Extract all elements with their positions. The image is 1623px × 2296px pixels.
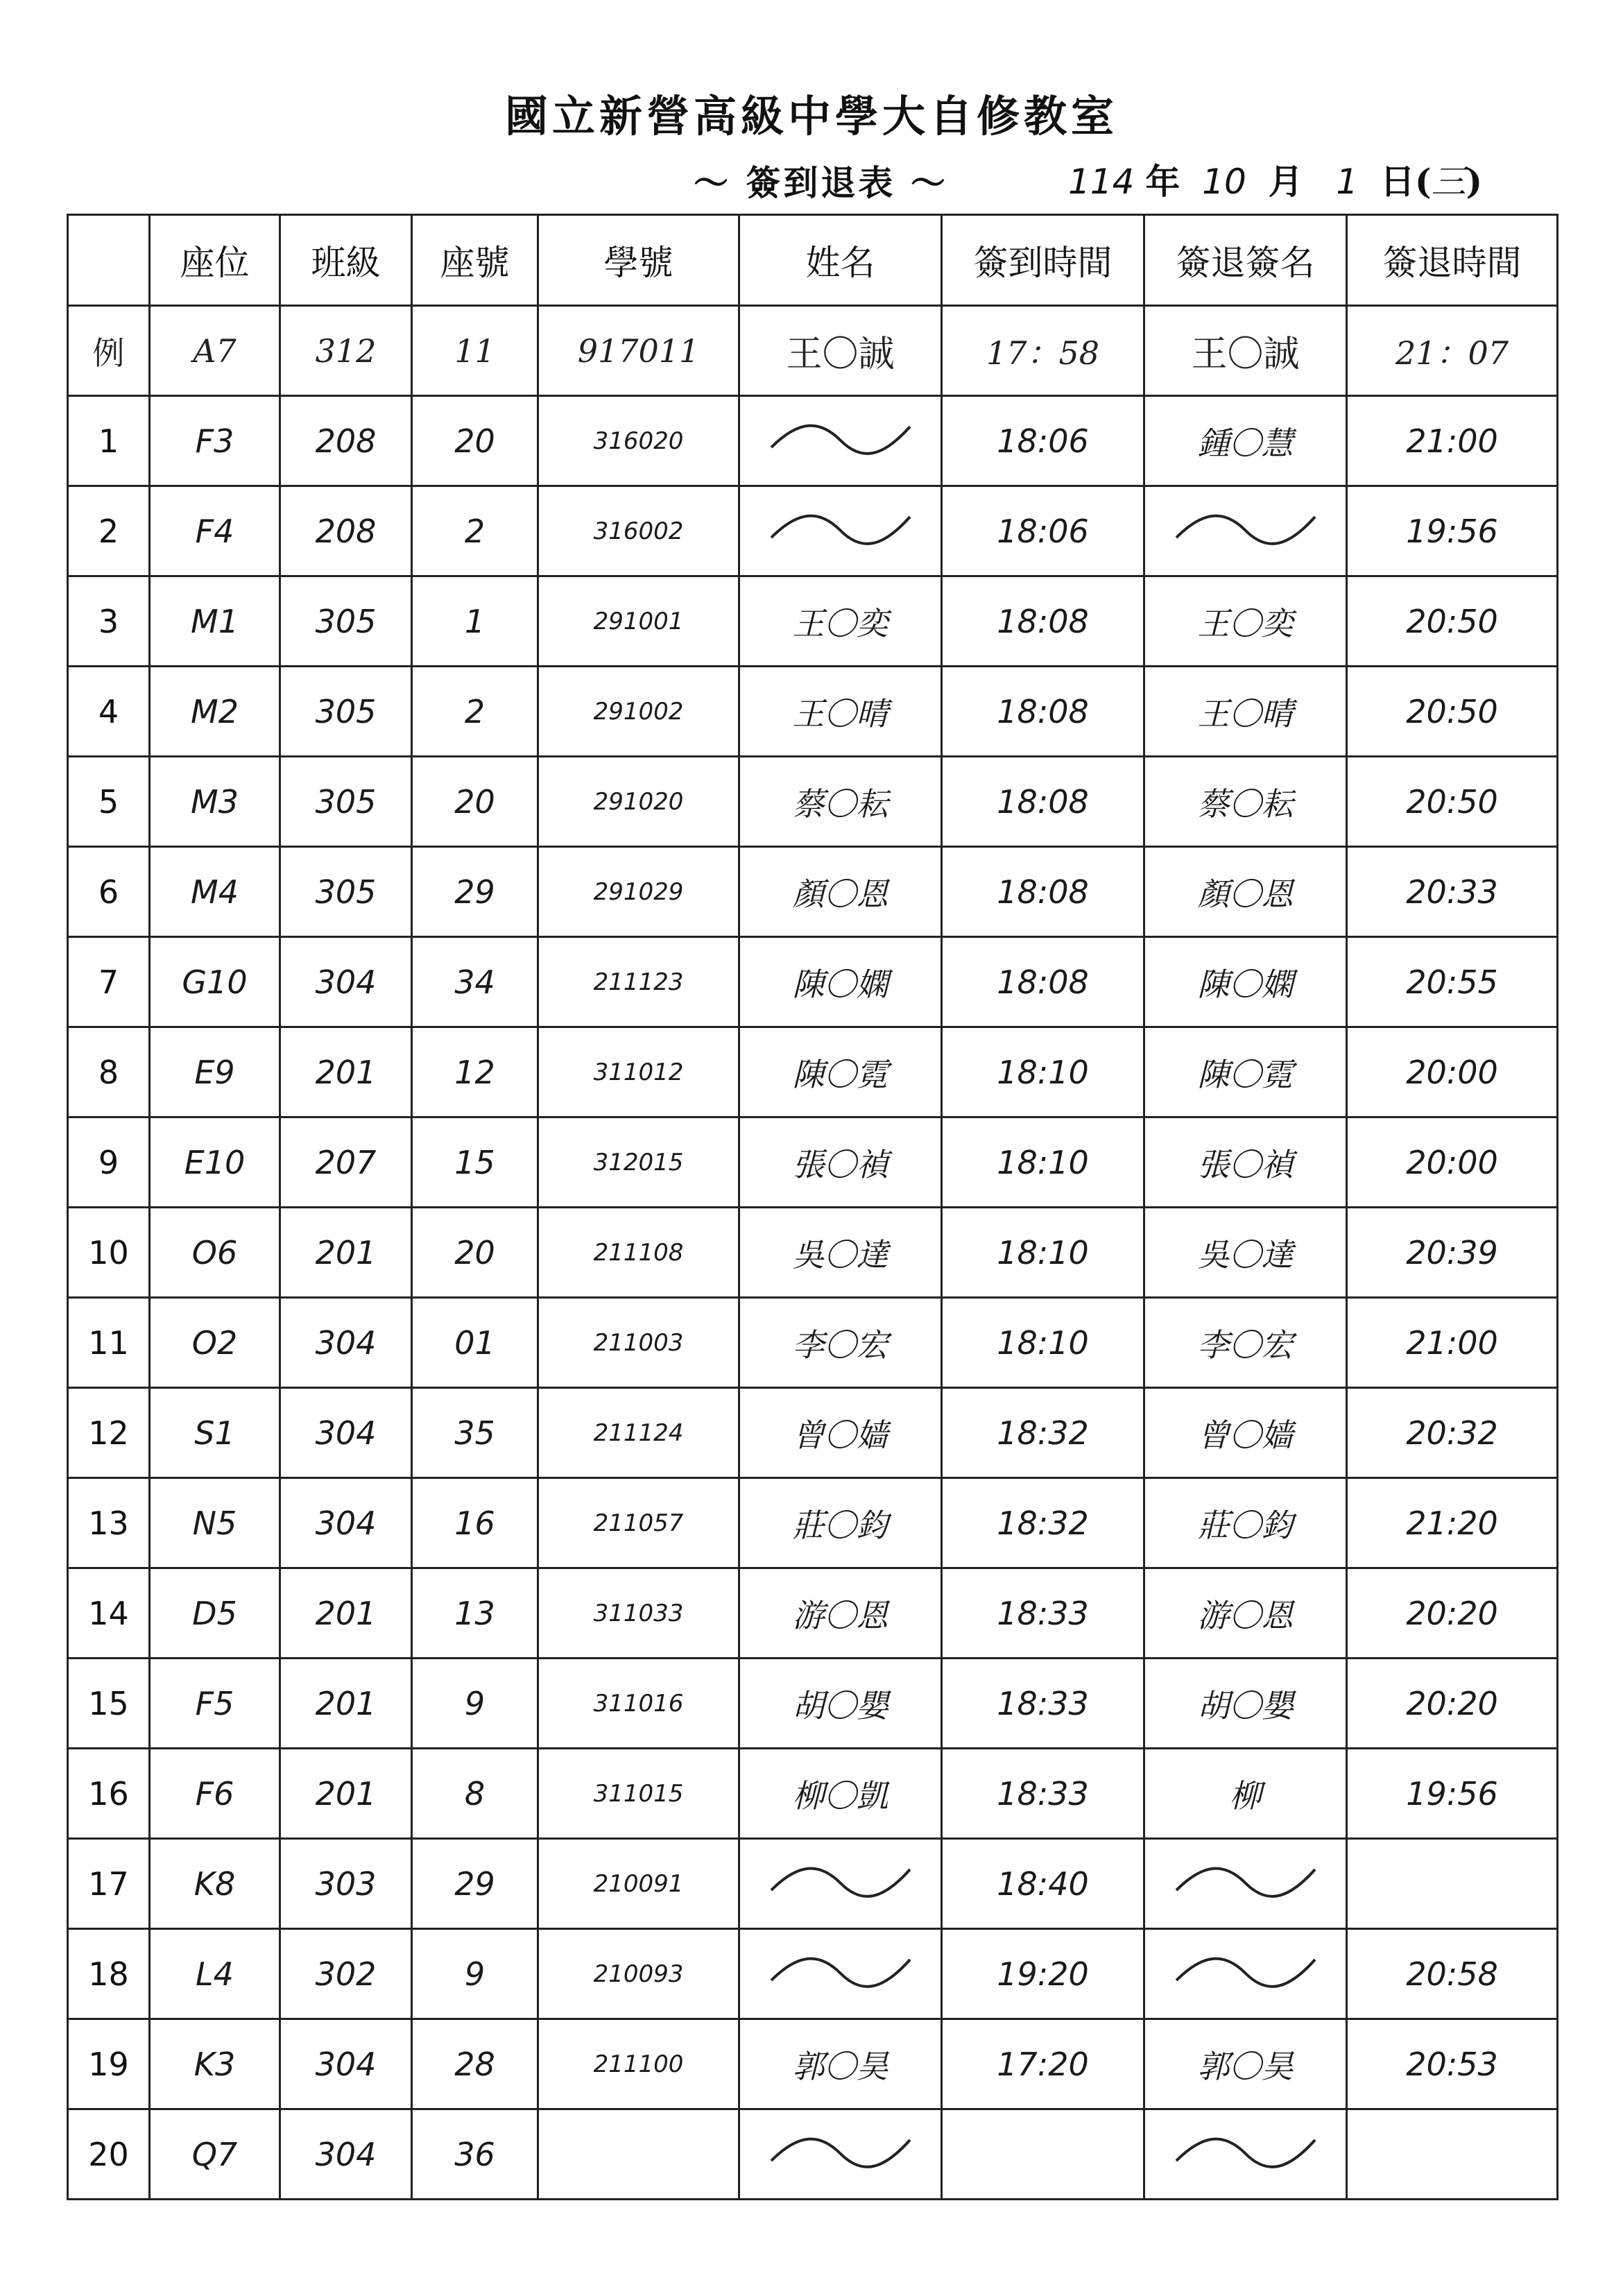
cell-seat: Q7 <box>150 2109 280 2200</box>
table-row <box>68 486 1558 576</box>
handwritten-scribble <box>1169 499 1322 555</box>
cell-sign-in: 18:33 <box>942 1568 1144 1659</box>
cell-class: 303 <box>280 1839 412 1929</box>
handwritten-scribble <box>1169 2123 1322 2178</box>
cell-sign-in: 18:40 <box>942 1839 1144 1929</box>
cell-student-id: 311016 <box>538 1659 739 1749</box>
cell-class: 201 <box>280 1208 412 1298</box>
cell-class: 305 <box>280 576 412 667</box>
cell-student-id: 291029 <box>538 847 739 937</box>
cell-sign-out-name: 莊〇鈞 <box>1144 1478 1347 1568</box>
cell-sign-in: 18:08 <box>942 847 1144 937</box>
cell-number: 29 <box>412 847 538 937</box>
cell-number: 36 <box>412 2109 538 2200</box>
cell-seat: F5 <box>150 1659 280 1749</box>
table-row <box>68 396 1558 486</box>
row-number: 6 <box>68 847 150 937</box>
cell-student-id: 291020 <box>538 757 739 847</box>
handwritten-scribble <box>764 499 917 555</box>
cell-student-id: 291002 <box>538 667 739 757</box>
table-row <box>68 2019 1558 2109</box>
cell-sign-out: 20:55 <box>1347 937 1558 1027</box>
cell-class: 201 <box>280 1027 412 1117</box>
cell-name: 張〇禎 <box>739 1117 942 1208</box>
cell-number: 9 <box>412 1659 538 1749</box>
table-row <box>68 1568 1558 1659</box>
cell-name: 蔡〇耘 <box>739 757 942 847</box>
cell-number: 29 <box>412 1839 538 1929</box>
cell-name: 陳〇霓 <box>739 1027 942 1117</box>
table-row <box>68 937 1558 1027</box>
cell-sign-out-name: 王〇晴 <box>1144 667 1347 757</box>
row-number: 11 <box>68 1298 150 1388</box>
cell-student-id: 211108 <box>538 1208 739 1298</box>
cell-number: 20 <box>412 757 538 847</box>
cell-sign-out: 21:00 <box>1347 396 1558 486</box>
sheet-subtitle: ～ 簽到退表 ～ <box>694 162 948 203</box>
cell-student-id: 210093 <box>538 1929 739 2019</box>
header-row <box>68 215 1558 306</box>
cell-sign-out-name: 陳〇霓 <box>1144 1027 1347 1117</box>
cell-sign-in: 18:10 <box>942 1027 1144 1117</box>
cell-sign-out: 20:39 <box>1347 1208 1558 1298</box>
cell-seat: E10 <box>150 1117 280 1208</box>
cell-name: 王〇奕 <box>739 576 942 667</box>
row-number: 5 <box>68 757 150 847</box>
row-number: 10 <box>68 1208 150 1298</box>
cell-student-id: 311015 <box>538 1749 739 1839</box>
cell-sign-in: 18:10 <box>942 1117 1144 1208</box>
cell-name: 曾〇嫱 <box>739 1388 942 1478</box>
row-number: 9 <box>68 1117 150 1208</box>
row-number: 8 <box>68 1027 150 1117</box>
table-row <box>68 1929 1558 2019</box>
cell-name: 胡〇嬰 <box>739 1659 942 1749</box>
date-weekday: 三 <box>1431 162 1466 202</box>
cell-class: 201 <box>280 1749 412 1839</box>
cell-sign-out: 20:50 <box>1347 757 1558 847</box>
table-row <box>68 1839 1558 1929</box>
cell-sign-out-name: 王〇奕 <box>1144 576 1347 667</box>
handwritten-scribble <box>1169 1942 1322 1998</box>
cell-sign-out <box>1347 1839 1558 1929</box>
cell-class: 304 <box>280 1388 412 1478</box>
cell-class: 305 <box>280 667 412 757</box>
date-year: 114 <box>1068 162 1135 202</box>
cell-number: 1 <box>412 576 538 667</box>
cell-sign-in: 18:08 <box>942 667 1144 757</box>
row-number: 4 <box>68 667 150 757</box>
date-month: 10 <box>1202 162 1246 202</box>
sheet-title: 國立新營高級中學大自修教室 <box>504 91 1118 142</box>
table-row <box>68 1659 1558 1749</box>
cell-class: 304 <box>280 1478 412 1568</box>
cell-number: 8 <box>412 1749 538 1839</box>
cell-seat: M3 <box>150 757 280 847</box>
cell-number: 01 <box>412 1298 538 1388</box>
row-number: 15 <box>68 1659 150 1749</box>
cell-sign-out-name: 顏〇恩 <box>1144 847 1347 937</box>
cell-name <box>739 2109 942 2200</box>
example-row <box>68 306 1558 396</box>
cell-name: 莊〇鈞 <box>739 1478 942 1568</box>
handwritten-scribble <box>764 1852 917 1908</box>
cell-sign-out-name <box>1144 1929 1347 2019</box>
cell-seat: O6 <box>150 1208 280 1298</box>
date-year-label: 年 <box>1145 161 1180 202</box>
cell-sign-out-name: 游〇恩 <box>1144 1568 1347 1659</box>
sheet-date <box>1068 154 1482 204</box>
handwritten-scribble <box>764 1942 917 1998</box>
row-number: 2 <box>68 486 150 576</box>
cell-sign-out: 20:20 <box>1347 1659 1558 1749</box>
cell-sign-in <box>942 2109 1144 2200</box>
cell-seat: F4 <box>150 486 280 576</box>
cell-sign-in: 18:32 <box>942 1388 1144 1478</box>
cell-class: 207 <box>280 1117 412 1208</box>
cell-seat: L4 <box>150 1929 280 2019</box>
example-sign-out-name: 王〇誠 <box>1144 306 1347 396</box>
cell-class: 302 <box>280 1929 412 2019</box>
cell-student-id: 291001 <box>538 576 739 667</box>
cell-student-id <box>538 2109 739 2200</box>
cell-sign-out-name: 鍾〇慧 <box>1144 396 1347 486</box>
cell-sign-out-name: 胡〇嬰 <box>1144 1659 1347 1749</box>
cell-sign-in: 19:20 <box>942 1929 1144 2019</box>
row-number: 12 <box>68 1388 150 1478</box>
cell-sign-out: 20:00 <box>1347 1027 1558 1117</box>
example-sign-out: 21：07 <box>1347 306 1558 396</box>
cell-class: 201 <box>280 1568 412 1659</box>
cell-name: 李〇宏 <box>739 1298 942 1388</box>
cell-sign-in: 18:08 <box>942 576 1144 667</box>
cell-seat: K8 <box>150 1839 280 1929</box>
header-class: 班級 <box>280 215 412 306</box>
row-number: 14 <box>68 1568 150 1659</box>
header-sign-out-time: 簽退時間 <box>1347 215 1558 306</box>
cell-student-id: 312015 <box>538 1117 739 1208</box>
cell-sign-out: 20:53 <box>1347 2019 1558 2109</box>
header-name: 姓名 <box>739 215 942 306</box>
cell-name: 王〇晴 <box>739 667 942 757</box>
table-row <box>68 1749 1558 1839</box>
table-row <box>68 1027 1558 1117</box>
cell-number: 2 <box>412 667 538 757</box>
example-class: 312 <box>280 306 412 396</box>
row-number: 20 <box>68 2109 150 2200</box>
table-row <box>68 667 1558 757</box>
cell-sign-out-name: 柳 <box>1144 1749 1347 1839</box>
cell-number: 16 <box>412 1478 538 1568</box>
cell-sign-in: 18:32 <box>942 1478 1144 1568</box>
cell-sign-out: 20:00 <box>1347 1117 1558 1208</box>
cell-name: 柳〇凱 <box>739 1749 942 1839</box>
cell-name: 游〇恩 <box>739 1568 942 1659</box>
cell-number: 12 <box>412 1027 538 1117</box>
cell-number: 20 <box>412 1208 538 1298</box>
cell-name: 顏〇恩 <box>739 847 942 937</box>
header-sign-in-time: 簽到時間 <box>942 215 1144 306</box>
cell-seat: S1 <box>150 1388 280 1478</box>
cell-student-id: 316020 <box>538 396 739 486</box>
cell-student-id: 211057 <box>538 1478 739 1568</box>
cell-class: 305 <box>280 847 412 937</box>
cell-number: 13 <box>412 1568 538 1659</box>
cell-seat: M2 <box>150 667 280 757</box>
cell-number: 35 <box>412 1388 538 1478</box>
cell-sign-out-name: 張〇禎 <box>1144 1117 1347 1208</box>
cell-class: 201 <box>280 1659 412 1749</box>
cell-sign-out-name: 李〇宏 <box>1144 1298 1347 1388</box>
table-row <box>68 576 1558 667</box>
cell-sign-out-name: 曾〇嫱 <box>1144 1388 1347 1478</box>
header-number: 座號 <box>412 215 538 306</box>
table-row <box>68 1298 1558 1388</box>
cell-number: 28 <box>412 2019 538 2109</box>
cell-class: 304 <box>280 1298 412 1388</box>
cell-name: 吳〇達 <box>739 1208 942 1298</box>
table-row <box>68 1478 1558 1568</box>
cell-sign-in: 17:20 <box>942 2019 1144 2109</box>
cell-sign-in: 18:10 <box>942 1298 1144 1388</box>
example-number: 11 <box>412 306 538 396</box>
cell-student-id: 211100 <box>538 2019 739 2109</box>
cell-seat: D5 <box>150 1568 280 1659</box>
header-corner <box>68 215 150 306</box>
cell-sign-out: 20:20 <box>1347 1568 1558 1659</box>
cell-seat: N5 <box>150 1478 280 1568</box>
header-sign-out-name: 簽退簽名 <box>1144 215 1347 306</box>
cell-sign-in: 18:06 <box>942 396 1144 486</box>
cell-student-id: 210091 <box>538 1839 739 1929</box>
cell-class: 208 <box>280 396 412 486</box>
date-weekday-close: ) <box>1466 161 1483 202</box>
cell-student-id: 316002 <box>538 486 739 576</box>
handwritten-scribble <box>764 2123 917 2178</box>
cell-sign-out-name: 蔡〇耘 <box>1144 757 1347 847</box>
cell-sign-out: 19:56 <box>1347 1749 1558 1839</box>
date-day-label: 日 <box>1380 161 1415 202</box>
cell-student-id: 211123 <box>538 937 739 1027</box>
cell-student-id: 311033 <box>538 1568 739 1659</box>
cell-sign-out: 20:50 <box>1347 667 1558 757</box>
cell-seat: G10 <box>150 937 280 1027</box>
row-number: 3 <box>68 576 150 667</box>
cell-number: 2 <box>412 486 538 576</box>
cell-sign-in: 18:08 <box>942 937 1144 1027</box>
cell-seat: K3 <box>150 2019 280 2109</box>
cell-sign-in: 18:06 <box>942 486 1144 576</box>
date-month-label: 月 <box>1268 161 1303 202</box>
cell-sign-out <box>1347 2109 1558 2200</box>
table-row <box>68 1208 1558 1298</box>
date-day: 1 <box>1336 162 1359 202</box>
cell-seat: M4 <box>150 847 280 937</box>
cell-name: 陳〇嫻 <box>739 937 942 1027</box>
cell-student-id: 211003 <box>538 1298 739 1388</box>
table-row <box>68 1117 1558 1208</box>
cell-number: 15 <box>412 1117 538 1208</box>
cell-sign-in: 18:33 <box>942 1659 1144 1749</box>
cell-sign-out-name: 郭〇昊 <box>1144 2019 1347 2109</box>
row-number: 13 <box>68 1478 150 1568</box>
cell-seat: F3 <box>150 396 280 486</box>
example-label: 例 <box>68 306 150 396</box>
row-number: 7 <box>68 937 150 1027</box>
cell-number: 34 <box>412 937 538 1027</box>
cell-sign-out-name: 陳〇嫻 <box>1144 937 1347 1027</box>
cell-sign-in: 18:08 <box>942 757 1144 847</box>
row-number: 1 <box>68 396 150 486</box>
example-name: 王〇誠 <box>739 306 942 396</box>
sign-in-table <box>67 214 1558 2200</box>
cell-class: 208 <box>280 486 412 576</box>
example-student-id: 917011 <box>538 306 739 396</box>
cell-class: 304 <box>280 2109 412 2200</box>
date-weekday-open: ( <box>1414 161 1432 202</box>
table-row <box>68 847 1558 937</box>
cell-sign-in: 18:10 <box>942 1208 1144 1298</box>
header-seat: 座位 <box>150 215 280 306</box>
row-number: 18 <box>68 1929 150 2019</box>
cell-sign-out: 19:56 <box>1347 486 1558 576</box>
example-seat: A7 <box>150 306 280 396</box>
cell-seat: F6 <box>150 1749 280 1839</box>
cell-sign-out: 21:20 <box>1347 1478 1558 1568</box>
cell-name <box>739 486 942 576</box>
cell-student-id: 311012 <box>538 1027 739 1117</box>
cell-seat: O2 <box>150 1298 280 1388</box>
handwritten-scribble <box>764 409 917 465</box>
cell-sign-out-name <box>1144 486 1347 576</box>
cell-sign-out-name <box>1144 2109 1347 2200</box>
row-number: 16 <box>68 1749 150 1839</box>
cell-name: 郭〇昊 <box>739 2019 942 2109</box>
cell-sign-out: 20:32 <box>1347 1388 1558 1478</box>
table-row <box>68 1388 1558 1478</box>
header-student-id: 學號 <box>538 215 739 306</box>
example-sign-in: 17：58 <box>942 306 1144 396</box>
cell-number: 20 <box>412 396 538 486</box>
table-row <box>68 757 1558 847</box>
cell-sign-out: 20:58 <box>1347 1929 1558 2019</box>
cell-sign-out-name: 吳〇達 <box>1144 1208 1347 1298</box>
cell-sign-out: 20:50 <box>1347 576 1558 667</box>
cell-student-id: 211124 <box>538 1388 739 1478</box>
handwritten-scribble <box>1169 1852 1322 1908</box>
cell-sign-out: 20:33 <box>1347 847 1558 937</box>
cell-class: 304 <box>280 2019 412 2109</box>
row-number: 19 <box>68 2019 150 2109</box>
cell-class: 304 <box>280 937 412 1027</box>
cell-sign-out: 21:00 <box>1347 1298 1558 1388</box>
table-row <box>68 2109 1558 2200</box>
cell-seat: E9 <box>150 1027 280 1117</box>
cell-name <box>739 396 942 486</box>
cell-name <box>739 1839 942 1929</box>
cell-name <box>739 1929 942 2019</box>
row-number: 17 <box>68 1839 150 1929</box>
cell-sign-out-name <box>1144 1839 1347 1929</box>
cell-class: 305 <box>280 757 412 847</box>
cell-seat: M1 <box>150 576 280 667</box>
cell-sign-in: 18:33 <box>942 1749 1144 1839</box>
cell-number: 9 <box>412 1929 538 2019</box>
